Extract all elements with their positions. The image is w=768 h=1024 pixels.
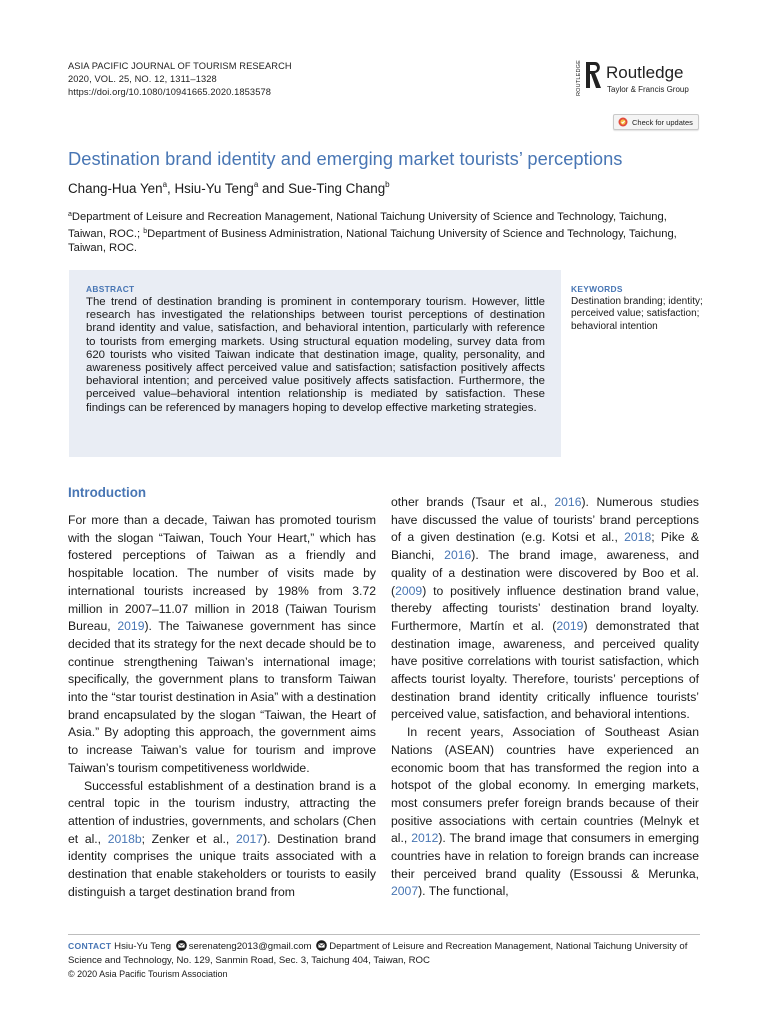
paragraph-text: ). The brand image that consumers in emerging countries have in relation to foreign brands can increase their perceived brand quality (Essoussi & Merunka, bbox=[391, 831, 699, 881]
affiliations bbox=[68, 208, 698, 256]
paragraph-text: ). The functional, bbox=[418, 884, 509, 899]
author-affiliation-mark: a bbox=[253, 180, 259, 189]
paragraph bbox=[68, 778, 376, 902]
citation-link[interactable]: 2018b bbox=[107, 831, 142, 846]
citation-link[interactable]: 2012 bbox=[411, 831, 439, 846]
publisher-logo bbox=[576, 60, 706, 100]
footer-divider bbox=[68, 934, 700, 935]
contact-label: CONTACT bbox=[68, 941, 112, 951]
author-affiliation-mark: a bbox=[162, 180, 168, 189]
publisher-vertical-text: ROUTLEDGE bbox=[576, 59, 582, 96]
author-list bbox=[68, 180, 390, 196]
affiliation-mark: b bbox=[143, 227, 148, 235]
author-separator: and bbox=[258, 181, 289, 196]
paragraph-text: ). The Taiwanese government has since decided that its strategy for the next decade should be to continue strengthening Taiwan’s international image; specifically, the government plans to transform Taiwan into the “star tourist destination in Asia” with a destination brand encapsulated by the slogan “Taiwan, the Heart of Asia.” By adopting this approach, the government aims to increase Taiwan’s value for tourism and improve Taiwan’s tourism competitiveness worldwide. bbox=[68, 619, 376, 775]
paragraph bbox=[68, 512, 376, 778]
contact-info bbox=[68, 940, 700, 967]
author-name[interactable]: Hsiu-Yu Teng bbox=[174, 181, 254, 196]
paragraph-text: ) to positively influence destination brand value, thereby affecting tourists’ destination brand loyalty. Furthermore, Martín et al. ( bbox=[391, 583, 699, 633]
check-for-updates-button[interactable] bbox=[613, 114, 699, 130]
paragraph bbox=[391, 494, 699, 724]
citation-link[interactable]: 2018 bbox=[624, 530, 652, 545]
paragraph-text: other brands (Tsaur et al., bbox=[391, 495, 555, 509]
check-updates-icon bbox=[618, 117, 628, 127]
citation-link[interactable]: 2016 bbox=[444, 548, 472, 563]
paragraph-text: ). Numerous studies have discussed the value of tourists’ brand perceptions of a given destination (e.g. Kotsi et al., bbox=[391, 495, 699, 545]
abstract-text: The trend of destination branding is prominent in contemporary tourism. However, little research has investigated the relationships between tourist perceptions of destination brand identity and value, satisfaction, and behavioral intention, particularly with reference to tourists from emerging markets. Using structural equation modeling, survey data from 620 tourists who visited Taiwan indicate that destination image, quality, personality, and awareness positively affect perceived value and satisfaction; satisfaction positively affects behavioral intention; and perceived value positively affects satisfaction. Furthermore, the perceived value–behavioral intention relationship is mediated by satisfaction. These findings can be referenced by managers hoping to develop effective marketing strategies. bbox=[86, 296, 545, 414]
citation-link[interactable]: 2017 bbox=[235, 831, 264, 846]
journal-header bbox=[68, 60, 292, 99]
routledge-r-icon bbox=[584, 60, 604, 90]
publisher-group: Taylor & Francis Group bbox=[607, 85, 689, 94]
body-column-right bbox=[391, 494, 699, 901]
paragraph-text: ; Zenker et al., bbox=[141, 831, 236, 846]
article-title: Destination brand identity and emerging market tourists’ perceptions bbox=[68, 148, 623, 169]
paragraph-text: ) demonstrated that destination image, awareness, and perceived quality have positive correlations with tourist satisfaction, which affects tourist loyalty. Therefore, tourists’ perceptions of destination brand identity critically influence tourists’ perceived value, satisfaction, and behavioral intentions. bbox=[391, 618, 699, 722]
contact-name: Hsiu-Yu Teng bbox=[114, 941, 172, 952]
introduction-heading: Introduction bbox=[68, 485, 147, 500]
paragraph bbox=[391, 724, 699, 901]
author-name[interactable]: Chang-Hua Yen bbox=[68, 181, 163, 196]
author-separator: , bbox=[167, 181, 175, 196]
paragraph-text: ; Pike & Bianchi, bbox=[391, 530, 699, 563]
check-updates-label: Check for updates bbox=[632, 117, 693, 127]
paragraph-text: In recent years, Association of Southeast Asian Nations (ASEAN) countries have experienced an economic boom that has transformed the region into a hotspot of the global economy. In emerging markets, most consumers prefer foreign brands because of their positive associations with certain countries (Melnyk et al., bbox=[391, 725, 699, 846]
citation-link[interactable]: 2009 bbox=[395, 583, 423, 598]
paragraph-text: For more than a decade, Taiwan has promoted tourism with the slogan “Taiwan, Touch Your Heart,” which has fostered perceptions of Taiwan as a friendly and hospitable location. The number of visits made by international tourists increased by 198% from 3.72 million in 2007–11.07 million in 2018 (Taiwan Tourism Bureau, bbox=[68, 513, 376, 634]
contact-email[interactable]: serenateng2013@gmail.com bbox=[188, 941, 312, 952]
citation-link[interactable]: 2016 bbox=[554, 495, 582, 509]
paragraph-text: ). The brand image, awareness, and quality of a destination were discovered by Boo et al. ( bbox=[391, 548, 699, 598]
citation-link[interactable]: 2007 bbox=[391, 884, 419, 899]
affiliation-mark: a bbox=[68, 211, 72, 218]
keywords-text: Destination branding; identity; perceived value; satisfaction; behavioral intention bbox=[571, 296, 703, 332]
email-icon bbox=[176, 940, 187, 951]
journal-volume: 2020, VOL. 25, NO. 12, 1311–1328 bbox=[68, 74, 217, 84]
citation-link[interactable]: 2019 bbox=[117, 619, 145, 634]
author-name[interactable]: Sue-Ting Chang bbox=[288, 181, 386, 196]
contact-address: Department of Leisure and Recreation Management, National Taichung University of Science and Technology, No. 129, Sanmin Road, Sec. 3, Taichung 404, Taiwan, ROC bbox=[68, 941, 688, 966]
journal-name: ASIA PACIFIC JOURNAL OF TOURISM RESEARCH bbox=[68, 61, 292, 71]
copyright-notice: © 2020 Asia Pacific Tourism Association bbox=[68, 969, 228, 979]
citation-link[interactable]: 2019 bbox=[556, 618, 584, 633]
publisher-name: Routledge bbox=[606, 63, 684, 82]
keywords-heading: KEYWORDS bbox=[571, 284, 623, 294]
author-affiliation-mark: b bbox=[385, 180, 390, 189]
journal-doi[interactable]: https://doi.org/10.1080/10941665.2020.1853578 bbox=[68, 87, 272, 97]
affiliation-a: Department of Leisure and Recreation Management, National Taichung University of Science and Technology, Taichung, Taiwan, ROC.; bbox=[68, 211, 667, 240]
paragraph-text: ). Destination brand identity comprises the unique traits associated with a destination that enable stakeholders or tourists to easily distinguish a target destination brand from bbox=[68, 831, 376, 899]
body-column-left bbox=[68, 512, 376, 901]
affiliation-b: Department of Business Administration, National Taichung University of Science and Technology, Taichung, Taiwan, ROC. bbox=[68, 227, 677, 254]
paragraph-text: Successful establishment of a destination brand is a central topic in the tourism industry, attracting the attention of industries, governments, and scholars (Chen et al., bbox=[68, 778, 376, 846]
abstract-heading: ABSTRACT bbox=[86, 284, 135, 294]
address-icon bbox=[316, 940, 327, 951]
